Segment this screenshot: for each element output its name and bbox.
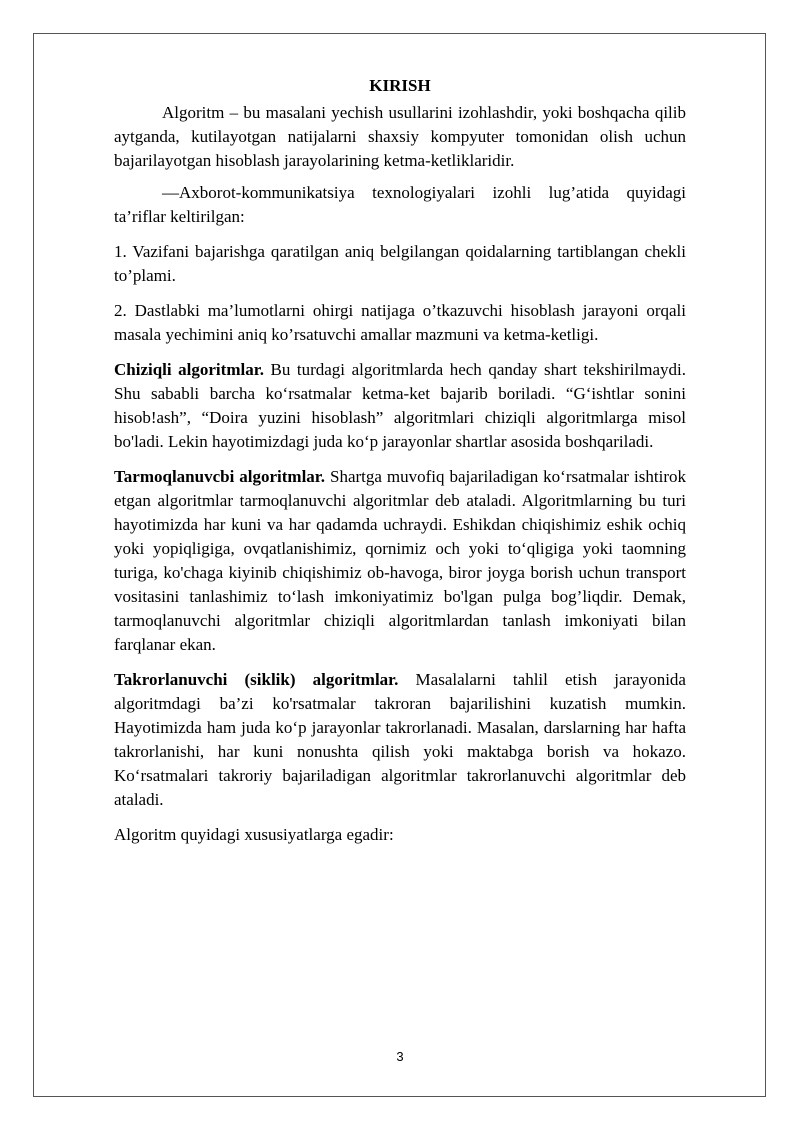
paragraph-text: ―Axborot-kommunikatsiya texnologiyalari izohli lug’atida quyidagi ta’riflar keltirilgan: bbox=[114, 183, 686, 226]
paragraph-text: 2. Dastlabki ma’lumotlarni ohirgi natijaga o’tkazuvchi hisoblash jarayoni orqali masala yechimini aniq ko’rsatuvchi amallar mazmuni va ketma-ketligi. bbox=[114, 301, 686, 344]
definition-item-2 bbox=[114, 299, 686, 347]
document-body bbox=[114, 74, 686, 858]
paragraph-text: 1. Vazifani bajarishga qaratilgan aniq belgilangan qoidalarning tartiblangan chekli to’plami. bbox=[114, 242, 686, 285]
branching-algorithms-paragraph bbox=[114, 465, 686, 657]
paragraph-text: Algoritm – bu masalani yechish usullarini izohlashdir, yoki boshqacha qilib aytganda, kutilayotgan natijalarni shaxsiy kompyuter tomonidan olish uchun bajarilayotgan hisoblash jarayolarining ketma-ketliklaridir. bbox=[114, 103, 686, 170]
paragraph-text: Algoritm quyidagi xususiyatlarga egadir: bbox=[114, 825, 394, 844]
cyclic-algorithms-paragraph bbox=[114, 668, 686, 812]
paragraph-lead: Tarmoqlanuvcbi algoritmlar. bbox=[114, 467, 326, 486]
definitions-intro-paragraph bbox=[114, 181, 686, 229]
paragraph-lead: Takrorlanuvchi (siklik) algoritmlar. bbox=[114, 670, 399, 689]
page-title: KIRISH bbox=[369, 76, 431, 95]
paragraph-text: Shartga muvofiq bajariladigan ko‘rsatmalar ishtirok etgan algoritmlar tarmoqlanuvchi algoritmlar deb ataladi. Algoritmlarning bu turi hayotimizda har kuni va har qadamda uchraydi. Eshikdan chiqishimiz eshik ochiq yoki yopiqligiga, ovqatlanishimiz, qornimiz och yoki to‘qligiga yoki taomning turiga, ko'chaga kiyinib chiqishimiz ob-havoga, biror joyga borish uchun transport vositasini tanlashimiz to‘lash imkoniyatimiz bo'lgan pulga bog’liqdir. Demak, tarmoqlanuvchi algoritmlar chiziqli algoritmlardan tanlash imkoniyati bilan farqlanar ekan. bbox=[114, 467, 687, 654]
paragraph-lead: Chiziqli algoritmlar. bbox=[114, 360, 264, 379]
paragraph-text: Bu turdagi algoritmlarda hech qanday shart tekshirilmaydi. Shu sababli barcha ko‘rsatmalar ketma-ket bajarib boriladi. “G‘ishtlar sonini hisob!ash”, “Doira yuzini hisoblash” algoritmlari chiziqli algoritmlarga misol bo'ladi. Lekin hayotimizdagi juda ko‘p jarayonlar shartlar asosida boshqariladi. bbox=[114, 360, 687, 451]
linear-algorithms-paragraph bbox=[114, 358, 686, 454]
definition-item-1 bbox=[114, 240, 686, 288]
page-number: 3 bbox=[396, 1049, 404, 1064]
properties-intro-paragraph bbox=[114, 823, 686, 847]
paragraph-text: Masalalarni tahlil etish jarayonida algoritmdagi ba’zi ko'rsatmalar takroran bajarilishini kuzatish mumkin. Hayotimizda ham juda ko‘p jarayonlar takrorlanadi. Masalan, darslarning har hafta takrorlanishi, har kuni nonushta qilish yoki maktabga borish va hokazo. Ko‘rsatmalari takroriy bajariladigan algoritmlar takrorlanuvchi algoritmlar deb ataladi. bbox=[114, 670, 686, 809]
intro-paragraph bbox=[114, 101, 686, 173]
